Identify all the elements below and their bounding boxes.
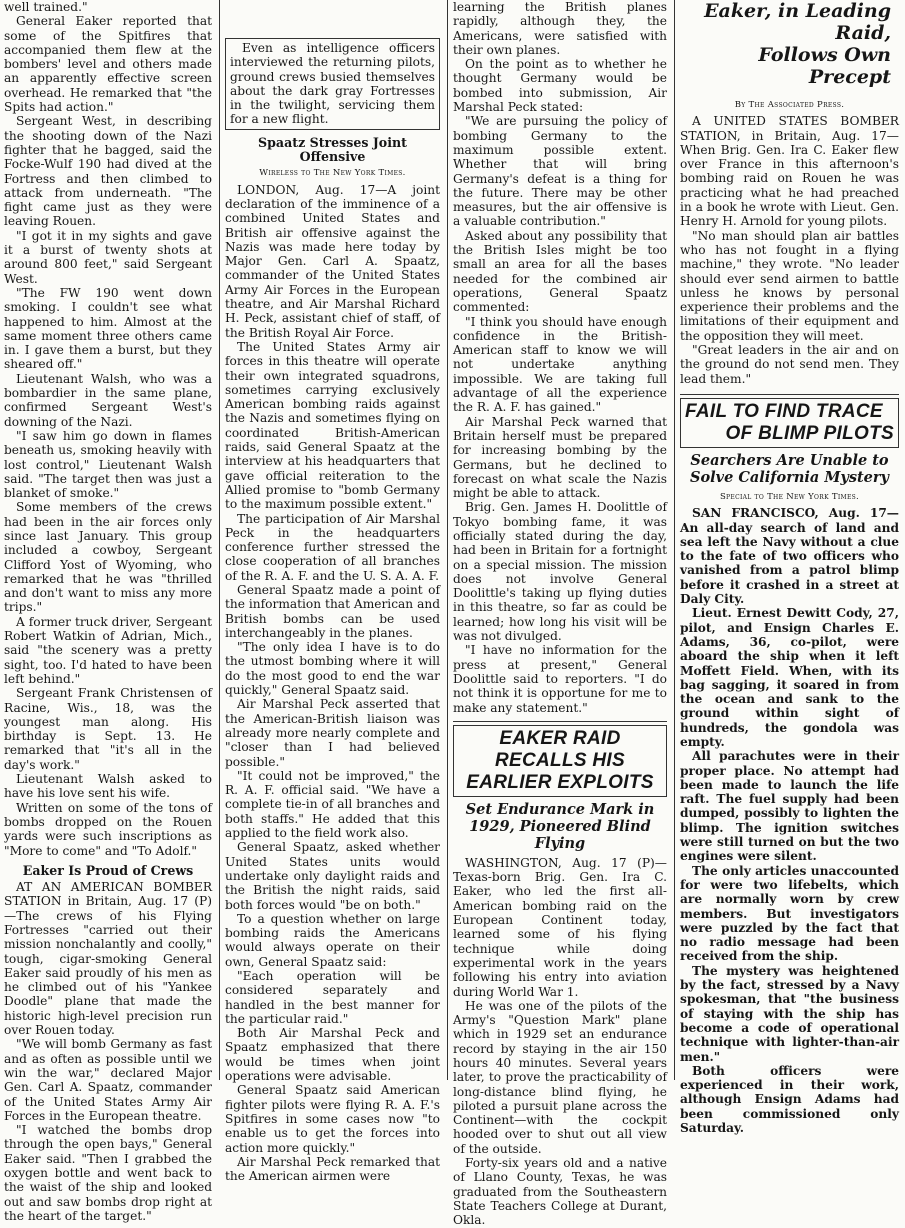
paragraph: SAN FRANCISCO, Aug. 17—An all-day search of land and sea left the Navy without a clue to the fate of two officers who vanished from a patrol blimp before it crashed in a street at Daly City. [680,506,899,607]
paragraph: Air Marshal Peck asserted that the American-British liaison was already more nearly complete and "closer than I had believed possible." [225,697,440,769]
credit-line: Wireless to The New York Times. [259,168,406,179]
paragraph: LONDON, Aug. 17—A joint declaration of the imminence of a combined United States and British air offensive against the Nazis was made here today by Major Gen. Carl A. Spaatz, commander of the United States Army Air Forces in the European theatre, and Air Marshal Richard H. Peck, assistant chief of staff, of the British Royal Air Force. [225,182,440,340]
column-rule-3 [674,0,675,1080]
paragraph: Forty-six years old and a native of Llano County, Texas, he was graduated from the Southeastern State Teachers College at Durant, Okla. [453,1156,667,1228]
eaker-raid-headline-box [453,725,667,797]
headline-follows-own-precept: Follows Own Precept [758,44,891,88]
paragraph: "The FW 190 went down smoking. I couldn't see what happened to him. Almost at the same moment three others came in. I gave them a burst, but they sheared off." [4,285,212,372]
headline-eaker-raid: EAKER RAID RECALLS HIS EARLIER EXPLOITS [466,727,654,793]
intro-box [225,38,440,130]
paragraph: "No man should plan air battles who has not fought in a flying machine," they wrote. "No leader should ever send airmen to battle unless he knows by personal experience their problems and the limitations of their equipment and the opposition they will meet. [680,228,899,343]
paragraph: "I saw him go down in flames beneath us, smoking heavily with lost control," Lieutenant Walsh said. "The target then was just a blanket of smoke." [4,428,212,501]
paragraph: AT AN AMERICAN BOMBER STATION in Britain, Aug. 17 (P)—The crews of his Flying Fortresses "carried out their mission nonchalantly and coolly," tough, cigar-smoking General Eaker said proudly of his men as he climbed out of his "Yankee Doodle" plane that made the historic high-level precision run over Rouen today. [4,880,212,1038]
column-rule-1 [219,0,220,1080]
paragraph: well trained." [4,0,88,14]
paragraph: "Great leaders in the air and on the ground do not send men. They lead them." [680,343,899,386]
col4-body [680,114,899,386]
paragraph: Lieutenant Walsh, who was a bombardier in the same plane, confirmed Sergeant West's downing of the Nazi. [4,371,212,429]
credit-line: Special to The New York Times. [719,491,860,502]
headline-fail-to-find: FAIL TO FIND TRACE [685,400,883,422]
paragraph: The only articles unaccounted for were two lifebelts, which are normally worn by crew members. But investigators were puzzled by the fact that no radio message had been received from the ship. [680,863,899,964]
paragraph: Asked about any possibility that the British Isles might be too small an area for all the bases needed for the combined air operations, General Spaatz commented: [453,228,667,315]
column-rule-2 [447,0,448,1080]
divider [453,721,667,722]
paragraph: WASHINGTON, Aug. 17 (P)—Texas-born Brig. Gen. Ira C. Eaker, who led the first all-American bombing raid on the European Continent today, learned some of his flying technique while doing experimental work in the years following his entry into aviation during World War 1. [453,855,667,999]
paragraph: Written on some of the tons of bombs dropped on the Rouen yards were such inscriptions as "More to come" and "To Adolf." [4,800,212,858]
paragraph: All parachutes were in their proper place. No attempt had been made to launch the life raft. The fuel supply had been dumped, possibly to lighten the blimp. The ignition switches were still turned on but the two engines were silent. [680,749,899,864]
paragraph: Brig. Gen. James H. Doolittle of Tokyo bombing fame, it was officially stated during the day, had been in Britain for a fortnight on a special mission. The mission does not involve General Doolittle's taking up flying duties in this theatre, so far as could be learned; how long his visit will be was not divulged. [453,500,667,644]
column-1 [0,0,218,1223]
deck-searchers: Searchers Are Unable to Solve California Mystery [690,451,889,486]
paragraph: General Spaatz said American fighter pilots were flying R. A. F.'s Spitfires in some cases now "to enable us to get the forces into action more quickly." [225,1083,440,1155]
paragraph: To a question whether on large bombing raids the Americans would always operate on their own, General Spaatz said: [225,911,440,969]
subhead-eaker-proud: Eaker Is Proud of Crews [22,862,194,878]
col3-body-2 [453,856,667,1228]
paragraph: Lieut. Ernest Dewitt Cody, 27, pilot, and Ensign Charles E. Adams, 36, co-pilot, were aboard the ship when it left Moffett Field. When, with its bag sagging, it soared in from the ocean and sank to the ground within sight of hundreds, the gondola was empty. [680,606,899,749]
paragraph: Some members of the crews had been in the air forces only since last January. This group included a cowboy, Sergeant Clifford Yost of Wyoming, who remarked that he was "thrilled and don't want to miss any more trips." [4,500,212,615]
credit-line: By The Associated Press. [734,100,845,110]
paragraph: Sergeant West, in describing the shooting down of the Nazi fighter that he bagged, said the Focke-Wulf 190 had dived at the Fortress and then climbed to attack from underneath. "The fight came just as they were leaving Rouen. [4,114,212,229]
paragraph: The United States Army air forces in this theatre will operate their own integrated squadrons, sometimes carrying exclusively American bombing raids against the Nazis and sometimes flying on coordinated British-American raids, said General Spaatz at the interview at his headquarters that gave official reiteration to the Allied promise to "bomb Germany to the maximum possible extent." [225,339,440,512]
paragraph: "We are pursuing the policy of bombing Germany to the maximum possible extent. Whether that will bring Germany's defeat is a thing for the future. There may be other measures, but the air offensive is a valuable contribution." [453,114,667,229]
paragraph: He was one of the pilots of the Army's "Question Mark" plane which in 1929 set an endurance record by staying in the air 150 hours 40 minutes. Several years later, to prove the practicability of long-distance blind flying, he piloted a pursuit plane across the Continent—with the cockpit hooded over to shut out all view of the outside. [453,998,667,1156]
paragraph: Sergeant Frank Christensen of Racine, Wis., 18, was the youngest man along. His birthday is Sept. 13. He remarked that "it's all in the day's work." [4,686,212,772]
paragraph: Air Marshal Peck warned that Britain herself must be prepared for increasing bombing by the Germans, but he declined to forecast on what scale the Nazis might be able to attack. [453,414,667,501]
paragraph: "I think you should have enough confidence in the British-American staff to know we will not undertake anything impossible. We are taking full advantage of all the experience the R. A. F. has gained." [453,314,667,415]
col4-body-2 [680,506,899,1135]
paragraph: "The only idea I have is to do the utmost bombing where it will do the most good to end the war quickly," General Spaatz said. [225,640,440,698]
paragraph: "We will bomb Germany as fast and as often as possible until we win the war," declared Major Gen. Carl A. Spaatz, commander of the United States Army Air Forces in the European theatre. [4,1037,212,1123]
paragraph: General Spaatz made a point of the information that American and British bombs can be used interchangeably in the planes. [225,582,440,640]
column-2 [221,0,446,1184]
paragraph: The mystery was heightened by the fact, stressed by a Navy spokesman, that "the business of staying with the ship has become a code of operational technique with lighter-than-air men." [680,963,899,1064]
column-4 [676,0,905,1135]
paragraph: "I have no information for the press at present," General Doolittle said to reporters. "I do not think it is opportune for me to make any statement." [453,643,667,715]
col1-body [4,0,212,858]
column-3 [449,0,673,1228]
paragraph: General Eaker reported that some of the Spitfires that accompanied them flew at the bombers' level and others made an apparently effective screen overhead. He remarked that "the Spits had action." [4,14,212,115]
headline-eaker-leading-raid: Eaker, in Leading Raid, [704,0,891,44]
paragraph: "I watched the bombs drop through the open bays," General Eaker said. "Then I grabbed the oxygen bottle and went back to the waist of the ship and looked out and saw bombs drop right at the heart of the target." [4,1123,212,1223]
paragraph: A UNITED STATES BOMBER STATION, in Britain, Aug. 17—When Brig. Gen. Ira C. Eaker flew over France in this afternoon's bombing raid on Rouen he was practicing what he had preached in a book he wrote with Lieut. Gen. Henry H. Arnold for young pilots. [680,114,899,229]
paragraph: On the point as to whether he thought Germany would be bombed into submission, Air Marshal Peck stated: [453,57,667,115]
paragraph: Air Marshal Peck remarked that the American airmen were [225,1154,440,1184]
paragraph: Even as intelligence officers interviewed the returning pilots, ground crews busied themselves about the dark gray Fortresses in the twilight, servicing them for a new flight. [230,41,435,127]
subhead-spaatz: Spaatz Stresses Joint Offensive [258,134,407,165]
paragraph: Lieutenant Walsh asked to have his love sent his wife. [4,772,212,801]
paragraph: A former truck driver, Sergeant Robert Watkin of Adrian, Mich., said "the scenery was a pretty sight, too. I'd hated to have been left behind." [4,614,212,686]
headline-blimp-pilots: OF BLIMP PILOTS [725,422,894,444]
paragraph: The participation of Air Marshal Peck in the headquarters conference further stressed the close cooperation of all branches of the R. A. F. and the U. S. A. A. F. [225,511,440,583]
col1-body-2 [4,880,212,1223]
paragraph: "It could not be improved," the R. A. F. official said. "We have a complete tie-in of all branches and both staffs." He added that this applied to the field work also. [225,768,440,841]
blimp-headline-box [680,398,899,448]
paragraph: Both Air Marshal Peck and Spaatz emphasized that there would be times when joint operations were advisable. [225,1026,440,1084]
col2-body [225,183,440,1184]
paragraph: "I got it in my sights and gave it a burst of twenty shots at around 800 feet," said Sergeant West. [4,228,212,286]
divider [680,394,899,395]
paragraph: learning the British planes rapidly, although they, the Americans, were satisfied with their own planes. [453,0,667,57]
paragraph: "Each operation will be considered separately and handled in the best manner for the particular raid." [225,969,440,1026]
paragraph: Both officers were experienced in their work, although Ensign Adams had been commissioned only Saturday. [680,1063,899,1135]
deck-endurance-mark: Set Endurance Mark in 1929, Pioneered Blind Flying [465,800,655,852]
col3-body [453,0,667,715]
paragraph: General Spaatz, asked whether United States units would undertake only daylight raids and the British the night raids, said both forces would "be on both." [225,840,440,912]
